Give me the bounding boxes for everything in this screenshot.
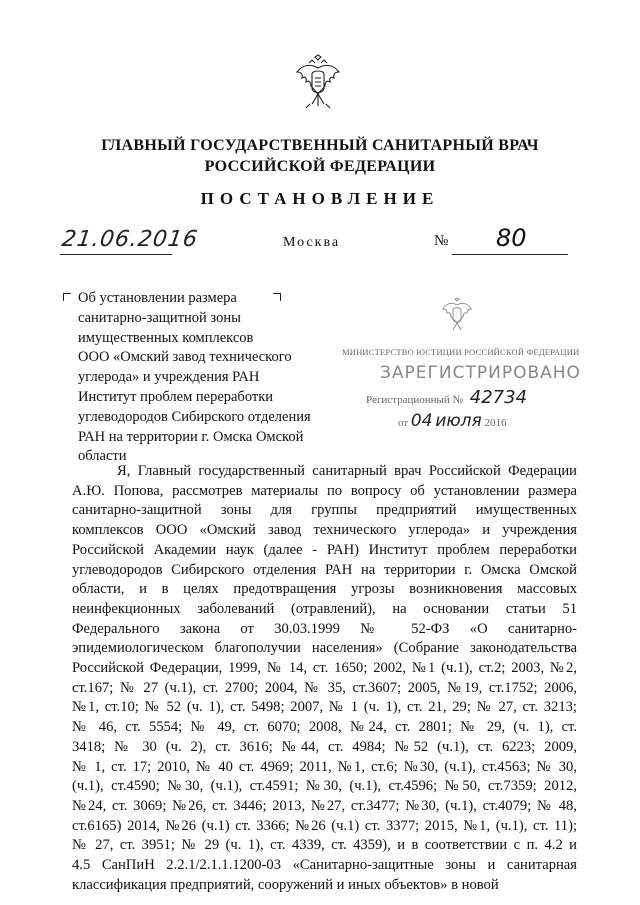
registration-stamp	[340, 295, 581, 465]
body-line: 4.5 СанПиН 2.2.1/2.1.1.1200-03 «Санитарно-защитные зоны и санитарная	[72, 857, 577, 874]
org-title-line1: ГЛАВНЫЙ ГОСУДАРСТВЕННЫЙ САНИТАРНЫЙ ВРАЧ	[101, 137, 539, 154]
stamp-date-month: июля	[435, 411, 482, 431]
subject-line: РАН на территории г. Омска Омской	[78, 428, 304, 445]
date-underline	[60, 254, 172, 255]
body-line: № 1, ст. 17; 2010, № 40 ст. 4969; 2011, №1, ст.6; №30, (ч.1), ст.4563; № 30,	[72, 758, 577, 775]
body-line: комплексов ООО «Омский завод технического углерода» и учреждения	[72, 522, 577, 539]
document-date: 21.06.2016	[60, 227, 200, 252]
body-line: 3418; № 30 (ч. 2), ст. 3616; №44, ст. 4984; №52 (ч.1), ст. 6223; 2009,	[72, 738, 577, 755]
org-title-line2: РОССИЙСКОЙ ФЕДЕРАЦИИ	[204, 158, 436, 175]
document-city: Москва	[283, 235, 341, 250]
body-line: ст.167; № 27 (ч.1), ст. 2700; 2004, № 35, ст.3607; 2005, №19, ст.1752; 2006,	[72, 679, 577, 696]
number-label: №	[434, 233, 449, 249]
body-line: № 27, ст. 3951; № 29 (ч. 1), ст. 4339, ст. 4359), и в соответствии с п. 4.2 и	[72, 837, 577, 854]
stamp-registered: ЗАРЕГИСТРИРОВАНО	[380, 363, 581, 383]
subject-bracket-left	[63, 293, 71, 301]
stamp-date-day: 04	[410, 411, 433, 431]
stamp-date-year: 2016	[484, 417, 507, 429]
seal-emblem-icon	[440, 297, 474, 333]
body-line: А.Ю. Попова, рассмотрев материалы по вопросу об установлении размера	[72, 482, 577, 499]
subject-line: санитарно-защитной зоны	[78, 309, 241, 326]
body-line: № 46, ст. 5554; № 49, ст. 6070; 2008, №24, ст. 2801; № 29, (ч. 1), ст.	[72, 719, 577, 736]
body-line: (ч.1), ст.4590; №30, (ч.1), ст.4591; №30, (ч.1), ст.4596; №50, ст.7359; 2012,	[72, 778, 577, 795]
body-line: санитарно-защитной зоны для группы предприятий имущественных	[72, 502, 577, 519]
russian-coat-of-arms-icon	[293, 54, 343, 112]
stamp-date-prefix: от	[398, 417, 409, 429]
document-number: 80	[496, 224, 527, 252]
body-line: Я, Главный государственный санитарный врач Российской Федерации	[117, 463, 577, 479]
body-line: эпидемиологическом благополучии населения» (Собрание законодательства	[72, 640, 577, 657]
body-line: неинфекционных заболеваний (отравлений), на основании статьи 51	[72, 600, 577, 617]
body-line: области, и в целях предотвращения угрозы возникновения массовых	[72, 581, 577, 598]
body-line: Федерального закона от 30.03.1999 № 52-ФЗ «О санитарно-	[72, 620, 577, 637]
body-line: №24, ст. 3069; №26, ст. 3446; 2013, №27, ст.3477; №30, (ч.1), ст.4079; № 48,	[72, 797, 577, 814]
number-underline	[452, 254, 568, 255]
subject-line: имущественных комплексов	[78, 329, 254, 346]
subject-line: Институт проблем переработки	[78, 388, 274, 405]
subject-line: Об установлении размера	[78, 290, 237, 306]
stamp-registration-row	[366, 387, 527, 408]
subject-line: углеводородов Сибирского отделения	[78, 408, 311, 425]
document-type: ПОСТАНОВЛЕНИЕ	[200, 189, 440, 208]
stamp-date-row	[398, 411, 507, 431]
body-line: Российской Федерации, 1999, № 14, ст. 1650; 2002, №1 (ч.1), ст.2; 2003, №2,	[72, 660, 577, 677]
stamp-ministry: МИНИСТЕРСТВО ЮСТИЦИИ РОССИЙСКОЙ ФЕДЕРАЦИИ	[342, 347, 580, 357]
subject-block	[78, 289, 338, 467]
body-line: ст.6165) 2014, №26 (ч.1) ст. 3366; №26 (ч.1) ст. 3377; 2015, №1, (ч.1), ст. 11);	[72, 817, 577, 834]
stamp-reg-number: 42734	[469, 387, 528, 408]
body-line: классификация предприятий, сооружений и иных объектов» в новой	[72, 876, 499, 893]
subject-line: ООО «Омский завод технического	[78, 349, 292, 366]
body-text	[72, 462, 577, 895]
body-line: Российской Академии наук (далее - РАН) Институт проблем переработки	[72, 541, 577, 558]
stamp-reg-label: Регистрационный №	[366, 394, 464, 406]
body-line: №1, ст.10; № 52 (ч. 1), ст. 5498; 2007, № 1 (ч. 1), ст. 21, 29; № 27, ст. 3213;	[72, 699, 577, 716]
body-line: углеводородов Сибирского отделения РАН на территории г. Омска Омской	[72, 561, 577, 578]
subject-line: углерода» и учреждения РАН	[78, 369, 260, 386]
subject-line: области	[78, 448, 127, 465]
